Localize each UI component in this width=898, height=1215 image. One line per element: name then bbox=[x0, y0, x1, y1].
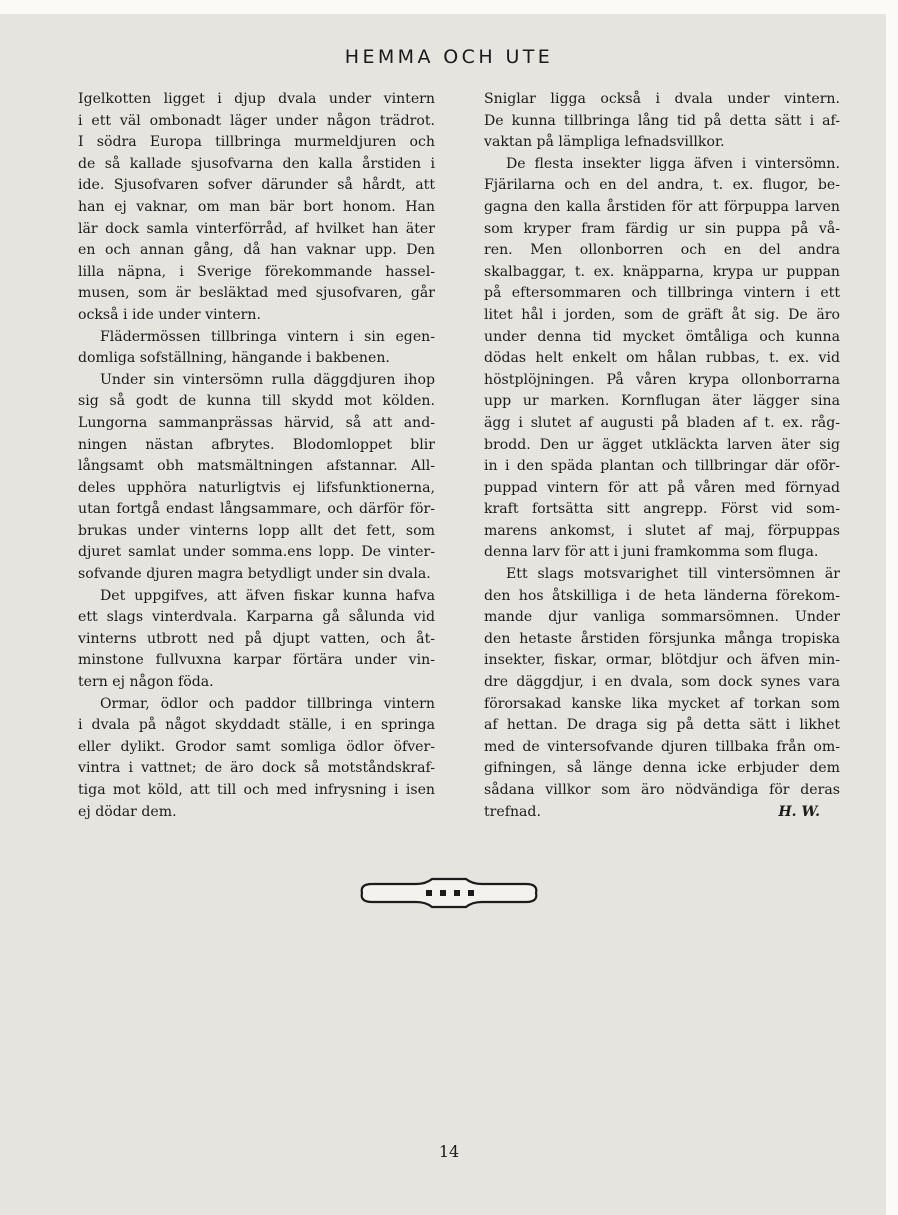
text-line: musen, som är besläktad med sjusofvaren, går bbox=[78, 285, 435, 302]
paragraph bbox=[78, 370, 435, 586]
text-line: Sniglar ligga också i dvala under vintern. bbox=[484, 91, 840, 107]
text-line: puppad vintern för att på våren med förnyad bbox=[484, 479, 840, 496]
text-line: domliga sofställning, hängande i bakbenen. bbox=[78, 350, 390, 367]
text-line: som kryper fram färdig ur sin puppa på vå- bbox=[484, 220, 840, 237]
text-line: minstone fullvuxna karpar förtära under vin- bbox=[78, 652, 435, 669]
text-line: Fjärilarna och en del andra, t. ex. flugor, be- bbox=[484, 177, 840, 194]
text-line: ren. Men ollonborren och en del andra bbox=[484, 242, 840, 259]
text-line: mande djur vanliga sommarsömnen. Under bbox=[484, 609, 840, 626]
text-line: De flesta insekter ligga äfven i vintersömn. bbox=[506, 155, 840, 172]
running-header: HEMMA OCH UTE bbox=[344, 46, 554, 68]
text-line bbox=[484, 802, 840, 824]
paragraph bbox=[78, 694, 435, 824]
text-line: kraft fortsätta sitt angrepp. Först vid som- bbox=[484, 501, 840, 518]
paragraph bbox=[78, 586, 435, 694]
text-line: ej dödar dem. bbox=[78, 803, 177, 820]
text-line: deles upphöra naturligtvis ej lifsfunktionerna, bbox=[78, 479, 435, 496]
text-line: brodd. Den ur ägget utkläckta larven äter sig bbox=[484, 436, 840, 453]
text-line: de så kallade sjusofvarna den kalla årstiden i bbox=[78, 155, 435, 172]
text-line: han ej vaknar, om man bär bort honom. Han bbox=[78, 198, 435, 215]
paragraph bbox=[484, 154, 840, 564]
text-line: dre däggdjur, i en dvala, som dock synes vara bbox=[484, 674, 840, 691]
text-line: med de vintersofvande djuren tillbaka från om- bbox=[484, 738, 840, 755]
text-line: dödas helt enkelt om hålan rubbas, t. ex. vid bbox=[484, 350, 840, 367]
paragraph bbox=[78, 327, 435, 370]
paragraph bbox=[484, 89, 840, 154]
text-line: sig så godt de kunna till skydd mot kölden. bbox=[78, 393, 435, 410]
paragraph bbox=[78, 89, 435, 327]
text-line: vaktan på lämpliga lefnadsvillkor. bbox=[484, 134, 725, 151]
text-line: ett slags vinterdvala. Karparna gå sålunda vid bbox=[78, 609, 435, 626]
text-line: upp ur marken. Kornflugan äter lägger sina bbox=[484, 393, 840, 410]
text-line: brukas under vinterns lopp allt det fett, som bbox=[78, 522, 435, 539]
text-line: af hettan. De draga sig på detta sätt i likhet bbox=[484, 717, 840, 734]
text-line: ägg i slutet af augusti på bladen af t. ex. råg- bbox=[484, 414, 840, 431]
text-line: Lungorna sammanprässas härvid, så att and- bbox=[78, 414, 435, 431]
text-line: på eftersommaren och tillbringa vintern i ett bbox=[484, 285, 840, 302]
text-line: lilla näpna, i Sverige förekommande hassel- bbox=[78, 263, 435, 280]
page-number: 14 bbox=[438, 1142, 460, 1161]
text-line: den hos åtskilliga i de heta länderna förekom- bbox=[484, 587, 840, 604]
text-line: sofvande djuren magra betydligt under sin dvala. bbox=[78, 566, 431, 583]
text-line: i dvala på något skyddadt ställe, i en springa bbox=[78, 717, 435, 734]
text-line: också i ide under vintern. bbox=[78, 306, 261, 323]
text-line: De kunna tillbringa lång tid på detta sätt i af- bbox=[484, 112, 840, 129]
author-signature: H. W. bbox=[778, 803, 820, 820]
text-line: ide. Sjusofvaren sofver därunder så hårdt, att bbox=[78, 177, 435, 194]
text-line-content: trefnad. bbox=[484, 803, 541, 820]
text-line: långsamt obh matsmältningen afstannar. All- bbox=[78, 458, 435, 475]
text-line: eller dylikt. Grodor samt somliga ödlor öfver- bbox=[78, 738, 435, 755]
text-line: förorsakad kanske lika mycket af torkan som bbox=[484, 695, 840, 712]
text-line: denna larv för att i juni framkomma som fluga. bbox=[484, 544, 819, 561]
text-line: i ett väl ombonadt läger under någon trädrot. bbox=[78, 112, 435, 129]
text-line: tiga mot köld, att till och med infrysning i isen bbox=[78, 782, 435, 798]
text-line: skalbaggar, t. ex. knäpparna, krypa ur puppan bbox=[484, 263, 840, 280]
text-line: djuret samlat under somma.ens lopp. De vinter- bbox=[78, 544, 435, 561]
text-line: tern ej någon föda. bbox=[78, 674, 214, 691]
text-line: den hetaste årstiden försjunka många tropiska bbox=[484, 630, 840, 647]
text-line: I södra Europa tillbringa murmeldjuren och bbox=[78, 134, 435, 151]
left-column bbox=[78, 89, 435, 823]
text-line: gagna den kalla årstiden för att förpuppa larven bbox=[484, 198, 840, 215]
text-line: gifningen, så länge denna icke erbjuder dem bbox=[484, 760, 840, 777]
text-line: en och annan gång, då han vaknar upp. Den bbox=[78, 242, 435, 259]
text-line: vintra i vattnet; de äro dock så motståndskraf- bbox=[78, 760, 435, 777]
text-line: under denna tid mycket ömtåliga och kunna bbox=[484, 328, 840, 345]
text-line: Flädermössen tillbringa vintern i sin egen- bbox=[100, 328, 435, 345]
text-line: utan fortgå endast långsammare, och därför för- bbox=[78, 501, 435, 518]
text-line: Ett slags motsvarighet till vintersömnen är bbox=[506, 566, 840, 583]
text-line: Det uppgifves, att äfven fiskar kunna hafva bbox=[100, 587, 435, 604]
text-line: Under sin vintersömn rulla däggdjuren ihop bbox=[100, 371, 435, 388]
ornamental-divider-icon bbox=[356, 874, 542, 912]
text-line: insekter, fiskar, ormar, blötdjur och äfven min- bbox=[484, 652, 840, 669]
text-line: Igelkotten ligget i djup dvala under vintern bbox=[78, 91, 435, 107]
text-line: lär dock samla vinterförråd, af hvilket han äter bbox=[78, 220, 435, 237]
right-column bbox=[484, 89, 840, 823]
paragraph bbox=[484, 564, 840, 823]
text-line: vinterns utbrott ned på djupt vatten, och åt- bbox=[78, 630, 435, 647]
text-line: Ormar, ödlor och paddor tillbringa vintern bbox=[100, 695, 435, 712]
text-line: sådana villkor som äro nödvändiga för deras bbox=[484, 782, 840, 798]
text-line: litet hål i jorden, som de gräft åt sig. De äro bbox=[484, 306, 840, 323]
text-line: marens ankomst, i slutet af maj, förpuppas bbox=[484, 522, 840, 539]
text-line: in i den späda plantan och tillbringar där ofö̈r- bbox=[484, 458, 840, 475]
text-line: höstplöjningen. På våren krypa ollonborrarna bbox=[484, 371, 840, 388]
text-line: ningen nästan afbrytes. Blodomloppet blir bbox=[78, 436, 435, 453]
